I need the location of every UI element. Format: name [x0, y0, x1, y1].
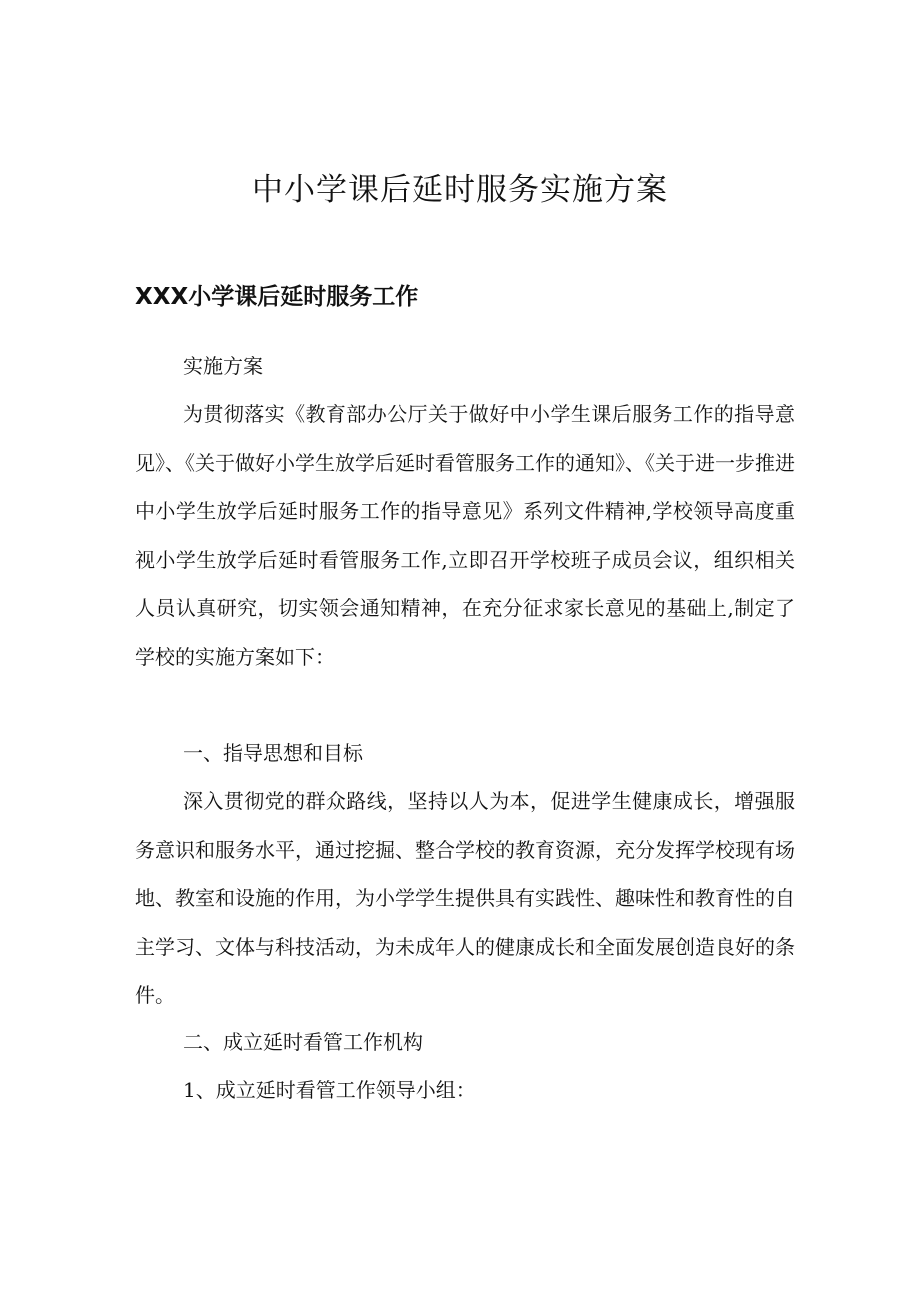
section-one-paragraph: 深入贯彻党的群众路线，坚持以人为本，促进学生健康成长，增强服务意识和服务水平，通过挖掘、整合学校的教育资源，充分发挥学校现有场地、教室和设施的作用，为小学学生提供具有实践性、趣味性和教育性的自主学习、文体与科技活动，为未成年人的健康成长和全面发展创造良好的条件。	[135, 789, 795, 1007]
document-subtitle: XXX小学课后延时服务工作	[135, 284, 419, 310]
document-title: 中小学课后延时服务实施方案	[252, 172, 668, 208]
intro-paragraph: 为贯彻落实《教育部办公厅关于做好中小学生课后服务工作的指导意见》、《关于做好小学生放学后延时看管服务工作的通知》、《关于进一步推进中小学生放学后延时服务工作的指导意见》系列文件精神,学校领导高度重视小学生放学后延时看管服务工作,立即召开学校班子成员会议，组织相关人员认真研究，切实领会通知精神，在充分征求家长意见的基础上,制定了学校的实施方案如下：	[135, 402, 795, 669]
section-one-heading: 一、指导思想和目标	[183, 741, 363, 765]
list-item-one: 1、成立延时看管工作领导小组：	[183, 1078, 476, 1102]
section-label-implementation-plan: 实施方案	[183, 354, 263, 378]
section-two-heading: 二、成立延时看管工作机构	[183, 1030, 423, 1054]
